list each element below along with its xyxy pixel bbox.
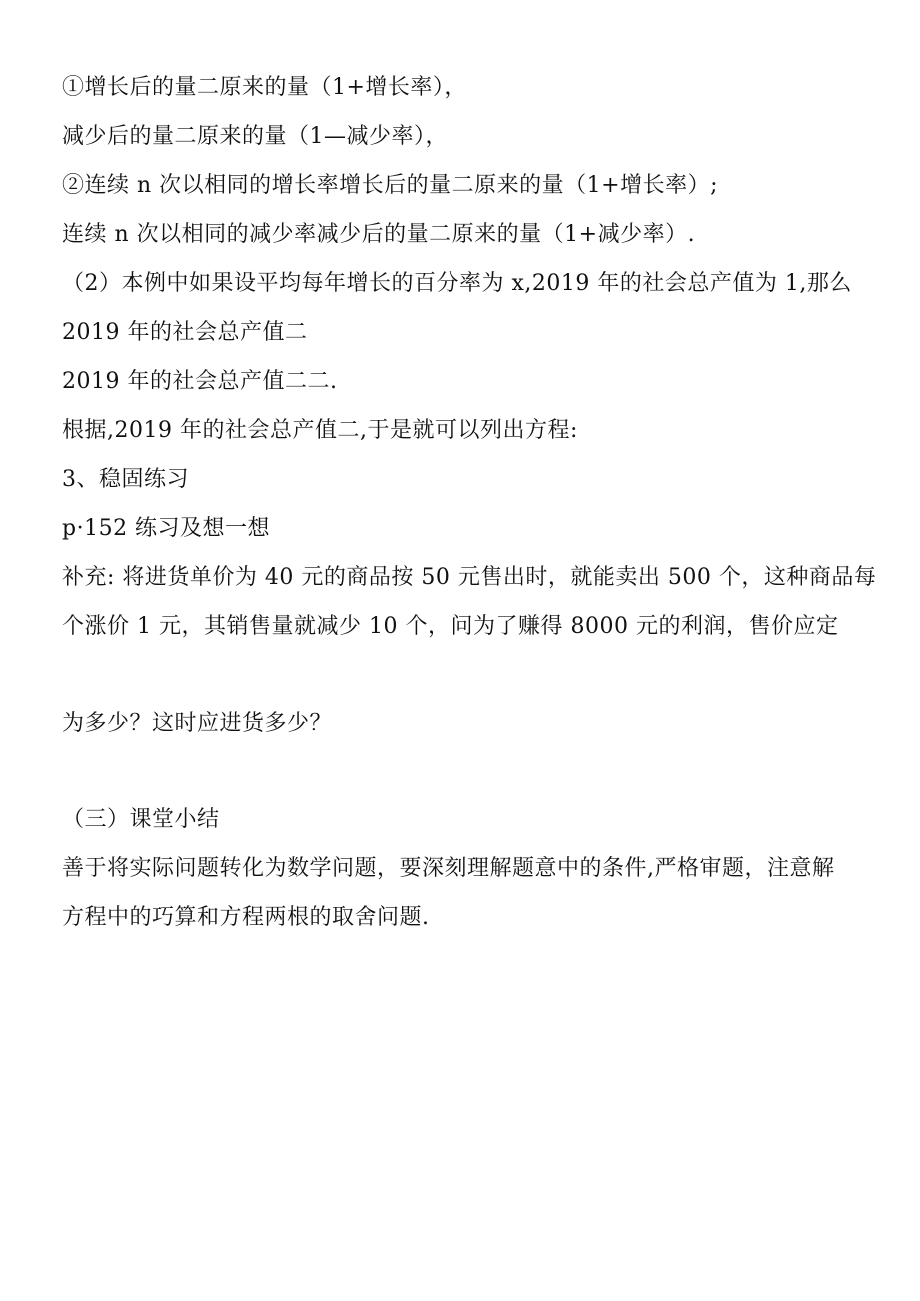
section-heading-summary: （三）课堂小结 [62, 807, 220, 832]
text-line-consecutive-increase: ②连续 n 次以相同的增长率增长后的量二原来的量（1+增长率）; [62, 173, 719, 198]
section-heading-practice: 3、稳固练习 [62, 467, 189, 492]
text-line-supplement-3: 为多少？这时应进货多少？ [62, 711, 333, 736]
text-line-supplement-2: 个涨价 1 元，其销售量就减少 10 个，问为了赚得 8000 元的利润，售价应定 [62, 614, 839, 639]
text-line-equation-basis: 根据,2019 年的社会总产值二,于是就可以列出方程: [62, 418, 578, 443]
text-line-supplement-1: 补充: 将进货单价为 40 元的商品按 50 元售出时，就能卖出 500 个，这种商品每 [62, 565, 877, 590]
text-line-formula-increase: ①增长后的量二原来的量（1+增长率）， [62, 75, 467, 100]
text-line-summary-2: 方程中的巧算和方程两根的取舍问题. [62, 905, 430, 930]
text-line-exercise-ref: p·152 练习及想一想 [62, 516, 271, 541]
text-line-output-2019-b: 2019 年的社会总产值二二. [62, 369, 338, 394]
text-line-output-2019-a: 2019 年的社会总产值二 [62, 320, 308, 345]
text-line-summary-1: 善于将实际问题转化为数学问题，要深刻理解题意中的条件,严格审题，注意解 [62, 856, 835, 881]
text-line-example-setup: （2）本例中如果设平均每年增长的百分率为 x,2019 年的社会总产值为 1,那么 [62, 271, 852, 296]
text-line-consecutive-decrease: 连续 n 次以相同的减少率减少后的量二原来的量（1+减少率）. [62, 222, 696, 247]
text-line-formula-decrease: 减少后的量二原来的量（1—减少率）， [62, 124, 448, 149]
